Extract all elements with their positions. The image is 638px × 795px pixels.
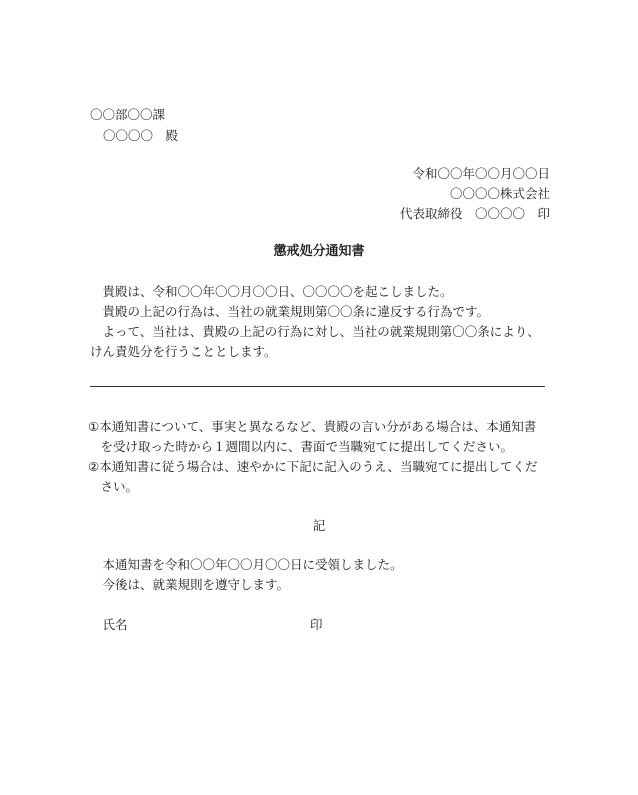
issue-date: 令和〇〇年〇〇月〇〇日 [412, 166, 550, 181]
representative-signature: 代表取締役 〇〇〇〇 印 [399, 206, 550, 221]
company-name: 〇〇〇〇株式会社 [449, 186, 550, 201]
note-2-line-2: さい。 [88, 479, 139, 494]
body-line-3: よって、当社は、貴殿の上記の行為に対し、当社の就業規則第〇〇条により、 [90, 324, 540, 339]
ki-heading: 記 [312, 518, 326, 533]
body-line-1: 貴殿は、令和〇〇年〇〇月〇〇日、〇〇〇〇を起こしました。 [90, 284, 453, 299]
receipt-line-2: 今後は、就業規則を遵守します。 [90, 577, 290, 592]
divider-line [90, 386, 545, 387]
signature-name-label: 氏名 [90, 617, 128, 632]
note-2-line-1: ②本通知書に従う場合は、速やかに下記に記入のうえ、当職宛てに提出してくだ [88, 459, 538, 474]
document-title: 懲戒処分通知書 [273, 244, 365, 259]
note-1-line-2: を受け取った時から１週間以内に、書面で当職宛てに提出してください。 [88, 439, 514, 454]
recipient-department: 〇〇部〇〇課 [90, 107, 166, 122]
signature-seal: 印 [310, 617, 323, 632]
note-1-line-1: ①本通知書について、事実と異なるなど、貴殿の言い分がある場合は、本通知書 [88, 419, 537, 434]
receipt-line-1: 本通知書を令和〇〇年〇〇月〇〇日に受領しました。 [90, 557, 403, 572]
body-line-2: 貴殿の上記の行為は、当社の就業規則第〇〇条に違反する行為です。 [90, 304, 490, 319]
recipient-name: 〇〇〇〇 殿 [103, 128, 179, 143]
body-line-4: けん責処分を行うこととします。 [90, 344, 277, 359]
